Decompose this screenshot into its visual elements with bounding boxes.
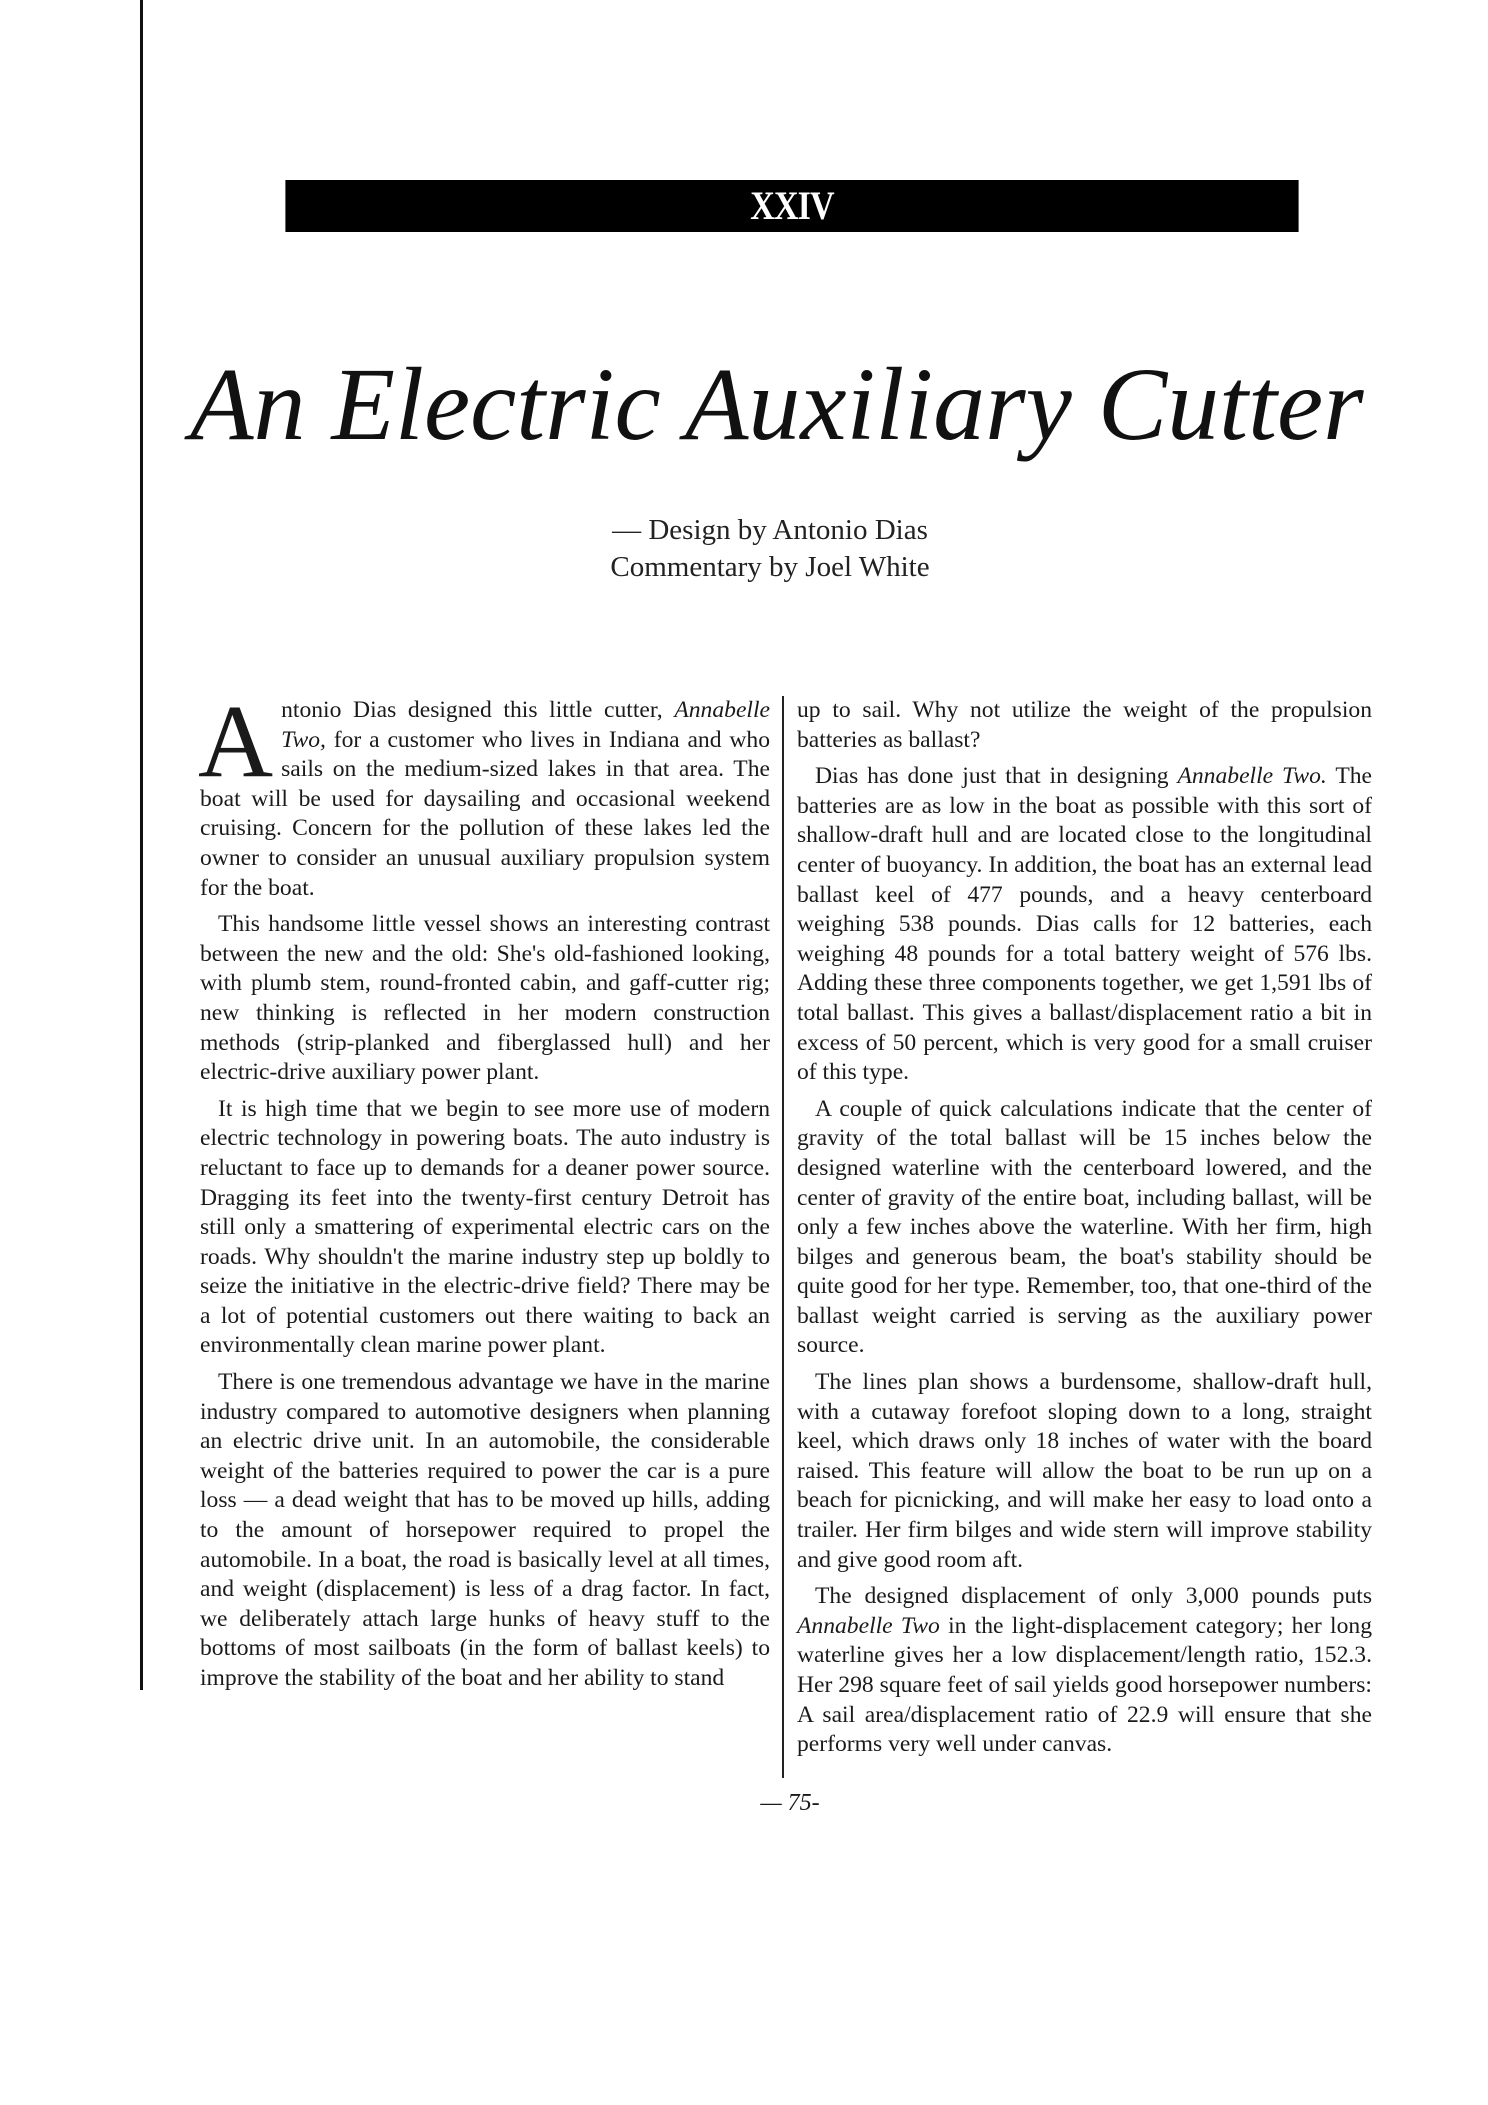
paragraph: The designed displacement of only 3,000 pounds puts Annabelle Two in the light-displacement category; her long waterline gives her a low displacement/length ratio, 152.3. Her 298 square feet of sail yields good horsepower numbers: A sail area/displacement ratio of 22.9 will ensure that she performs very well under canvas.: [797, 1583, 1372, 1758]
paragraph: up to sail. Why not utilize the weight of the propulsion batteries as ballast?: [797, 697, 1372, 753]
byline: [520, 512, 1020, 586]
drop-cap: A: [198, 684, 274, 799]
column-divider: [782, 696, 784, 1778]
chapter-header-bar: [285, 180, 1298, 232]
paragraph: This handsome little vessel shows an interesting contrast between the new and the old: She's old-fashioned looking, with plumb stem, round-fronted cabin, and gaff-cutter rig; new thinking is reflected in her modern construction methods (strip-planked and fiberglassed hull) and her electric-drive auxiliary power plant.: [200, 911, 770, 1086]
left-column: [198, 684, 770, 1701]
paragraph: A couple of quick calculations indicate that the center of gravity of the total ballast will be 15 inches below the designed waterline with the centerboard lowered, and the center of gravity of the entire boat, including ballast, will be only a few inches above the waterline. With her firm, high bilges and generous beam, the boat's stability should be quite good for her type. Remember, too, that one-third of the ballast weight carried is serving as the auxiliary power source.: [797, 1095, 1372, 1359]
chapter-number: XXIV: [750, 183, 834, 228]
page-number: — 75-: [760, 1790, 820, 1816]
article-title: An Electric Auxiliary Cutter: [190, 347, 1364, 462]
boat-name: Annabelle Two.: [1177, 763, 1327, 790]
paragraph: There is one tremendous advantage we have in the marine industry compared to automotive designers when planning an electric drive unit. In an automobile, the considerable weight of the batteries required to power the car is a pure loss — a dead weight that has to be moved up hills, adding to the amount of horsepower required to propel the automobile. In a boat, the road is basically level at all times, and weight (displacement) is less of a drag factor. In fact, we deliberately attach large hunks of heavy stuff to the bottoms of most sailboats (in the form of ballast keels) to improve the stability of the boat and her ability to stand: [200, 1369, 770, 1691]
byline-commentary: Commentary by Joel White: [610, 551, 930, 583]
paragraph: Antonio Dias designed this little cutter, Annabelle Two, for a customer who lives in Indiana and who sails on the medium-sized lakes in that area. The boat will be used for daysailing and occasional weekend cruising. Concern for the pollution of these lakes led the owner to consider an unusual auxiliary propulsion system for the boat.: [198, 684, 770, 901]
byline-design: — Design by Antonio Dias: [612, 514, 928, 546]
right-column: [797, 696, 1372, 1767]
paragraph: It is high time that we begin to see more use of modern electric technology in powering boats. The auto industry is reluctant to face up to demands for a deaner power source. Dragging its feet into the twenty-first century Detroit has still only a smattering of experimental electric cars on the roads. Why shouldn't the marine industry step up boldly to seize the initiative in the electric-drive field? There may be a lot of potential customers out there waiting to back an environmentally clean marine power plant.: [200, 1095, 770, 1359]
boat-name: Annabelle Two: [797, 1612, 940, 1639]
paragraph: The lines plan shows a burdensome, shallow-draft hull, with a cutaway forefoot sloping down to a long, straight keel, which draws only 18 inches of water with the board raised. This feature will allow the boat to be run up on a beach for picnicking, and will make her easy to load onto a trailer. Her firm bilges and wide stern will improve stability and give good room aft.: [797, 1369, 1372, 1573]
paragraph: Dias has done just that in designing Annabelle Two. The batteries are as low in the boat as possible with this sort of shallow-draft hull and are located close to the longitudinal center of buoyancy. In addition, the boat has an external lead ballast keel of 477 pounds, and a heavy centerboard weighing 538 pounds. Dias calls for 12 batteries, each weighing 48 pounds for a total battery weight of 576 lbs. Adding these three components together, we get 1,591 lbs of total ballast. This gives a ballast/displacement ratio a bit in excess of 50 percent, which is very good for a small cruiser of this type.: [797, 763, 1373, 1086]
margin-rule: [140, 0, 143, 1690]
boat-name: Annabelle Two,: [281, 697, 770, 753]
